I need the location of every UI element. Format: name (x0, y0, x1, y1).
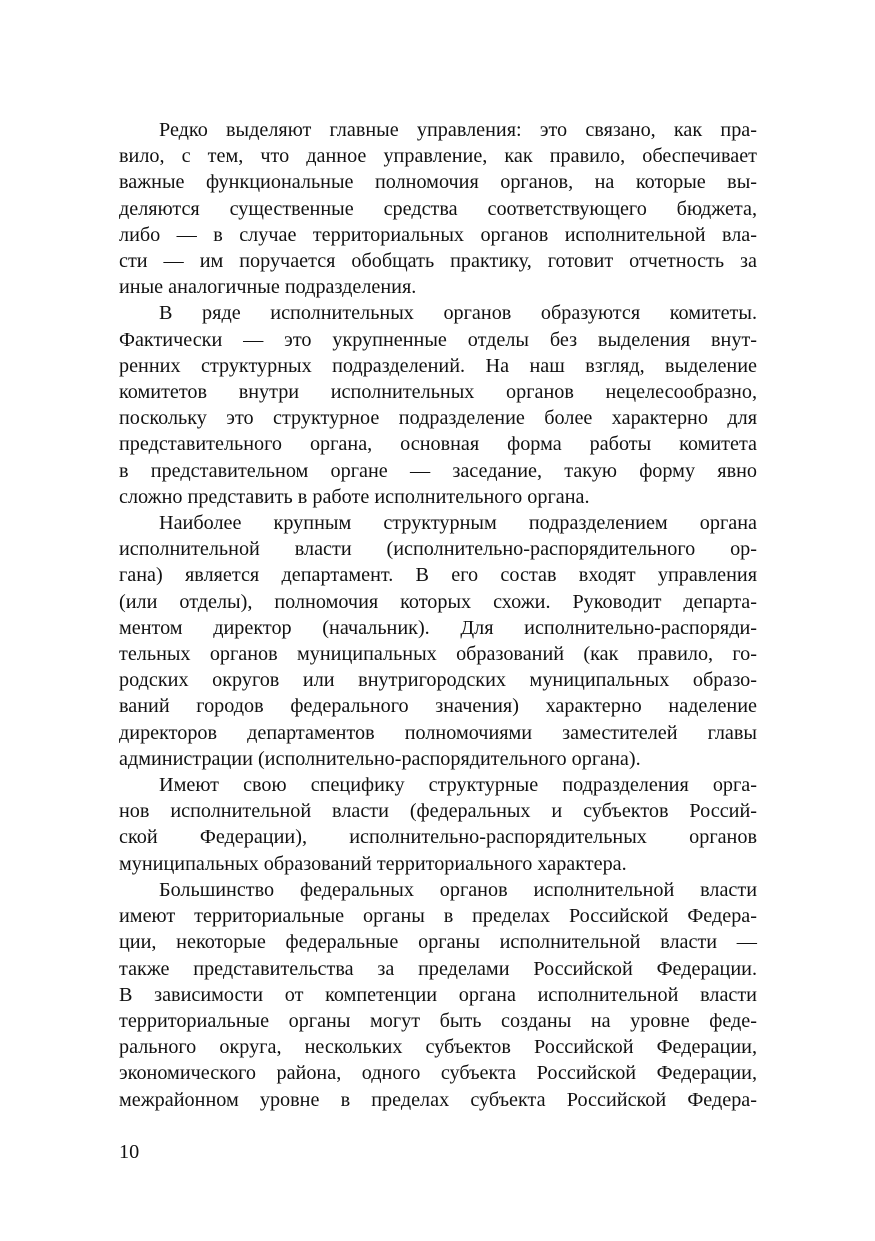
text-line: рального округа, нескольких субъектов Российской Федерации, (119, 1036, 757, 1059)
text-line: территориальные органы могут быть созданы на уровне феде- (119, 1009, 757, 1032)
text-line: деляются существенные средства соответствующего бюджета, (119, 197, 757, 220)
text-line: Фактически — это укрупненные отделы без выделения внут- (119, 328, 757, 351)
text-line: ции, некоторые федеральные органы исполнительной власти — (119, 931, 757, 954)
text-line: сложно представить в работе исполнительного органа. (119, 485, 590, 508)
text-line: Наиболее крупным структурным подразделением органа (159, 512, 757, 535)
page-body (119, 117, 757, 1113)
text-line: ренних структурных подразделений. На наш взгляд, выделение (119, 354, 757, 377)
paragraph (119, 877, 757, 1113)
text-line: иные аналогичные подразделения. (119, 276, 417, 299)
text-line: родских округов или внутригородских муниципальных образо- (119, 669, 757, 692)
text-line: (или отделы), полномочия которых схожи. Руководит департа- (119, 590, 757, 613)
text-line: поскольку это структурное подразделение более характерно для (119, 407, 757, 430)
paragraph (119, 772, 757, 877)
text-line: важные функциональные полномочия органов, на которые вы- (119, 171, 757, 194)
text-line: также представительства за пределами Российской Федерации. (119, 957, 757, 980)
page-number: 10 (119, 1141, 140, 1163)
text-line: межрайонном уровне в пределах субъекта Российской Федера- (119, 1088, 757, 1111)
text-line: экономического района, одного субъекта Российской Федерации, (119, 1062, 757, 1085)
text-line: гана) является департамент. В его состав входят управления (119, 564, 757, 587)
text-line: муниципальных образований территориального характера. (119, 852, 627, 875)
text-line: нов исполнительной власти (федеральных и субъектов Россий- (119, 800, 757, 823)
text-line: ской Федерации), исполнительно-распорядительных органов (119, 826, 757, 849)
text-line: тельных органов муниципальных образований (как правило, го- (119, 643, 757, 666)
text-line: сти — им поручается обобщать практику, готовит отчетность за (119, 250, 757, 273)
text-line: директоров департаментов полномочиями заместителей главы (119, 721, 757, 744)
text-line: Большинство федеральных органов исполнительной власти (159, 878, 757, 901)
paragraph (119, 300, 757, 510)
text-line: администрации (исполнительно-распорядительного органа). (119, 747, 641, 770)
text-line: в представительном органе — заседание, такую форму явно (119, 459, 757, 482)
text-line: Редко выделяют главные управления: это связано, как пра- (159, 119, 757, 141)
text-line: ментом директор (начальник). Для исполнительно-распоряди- (119, 616, 757, 639)
text-line: представительного органа, основная форма работы комитета (119, 433, 757, 456)
text-line: В зависимости от компетенции органа исполнительной власти (119, 983, 757, 1006)
text-line: Имеют свою специфику структурные подразделения орга- (159, 774, 757, 797)
paragraph (119, 510, 757, 772)
text-line: имеют территориальные органы в пределах Российской Федера- (119, 905, 757, 928)
text-line: комитетов внутри исполнительных органов нецелесообразно, (119, 381, 757, 404)
text-line: вило, с тем, что данное управление, как правило, обеспечивает (119, 145, 757, 168)
text-line: исполнительной власти (исполнительно-распорядительного ор- (119, 538, 757, 561)
text-line: В ряде исполнительных органов образуются комитеты. (159, 302, 757, 325)
text-line: ваний городов федерального значения) характерно наделение (119, 695, 757, 718)
text-line: либо — в случае территориальных органов исполнительной вла- (119, 223, 757, 246)
paragraph (119, 117, 757, 300)
